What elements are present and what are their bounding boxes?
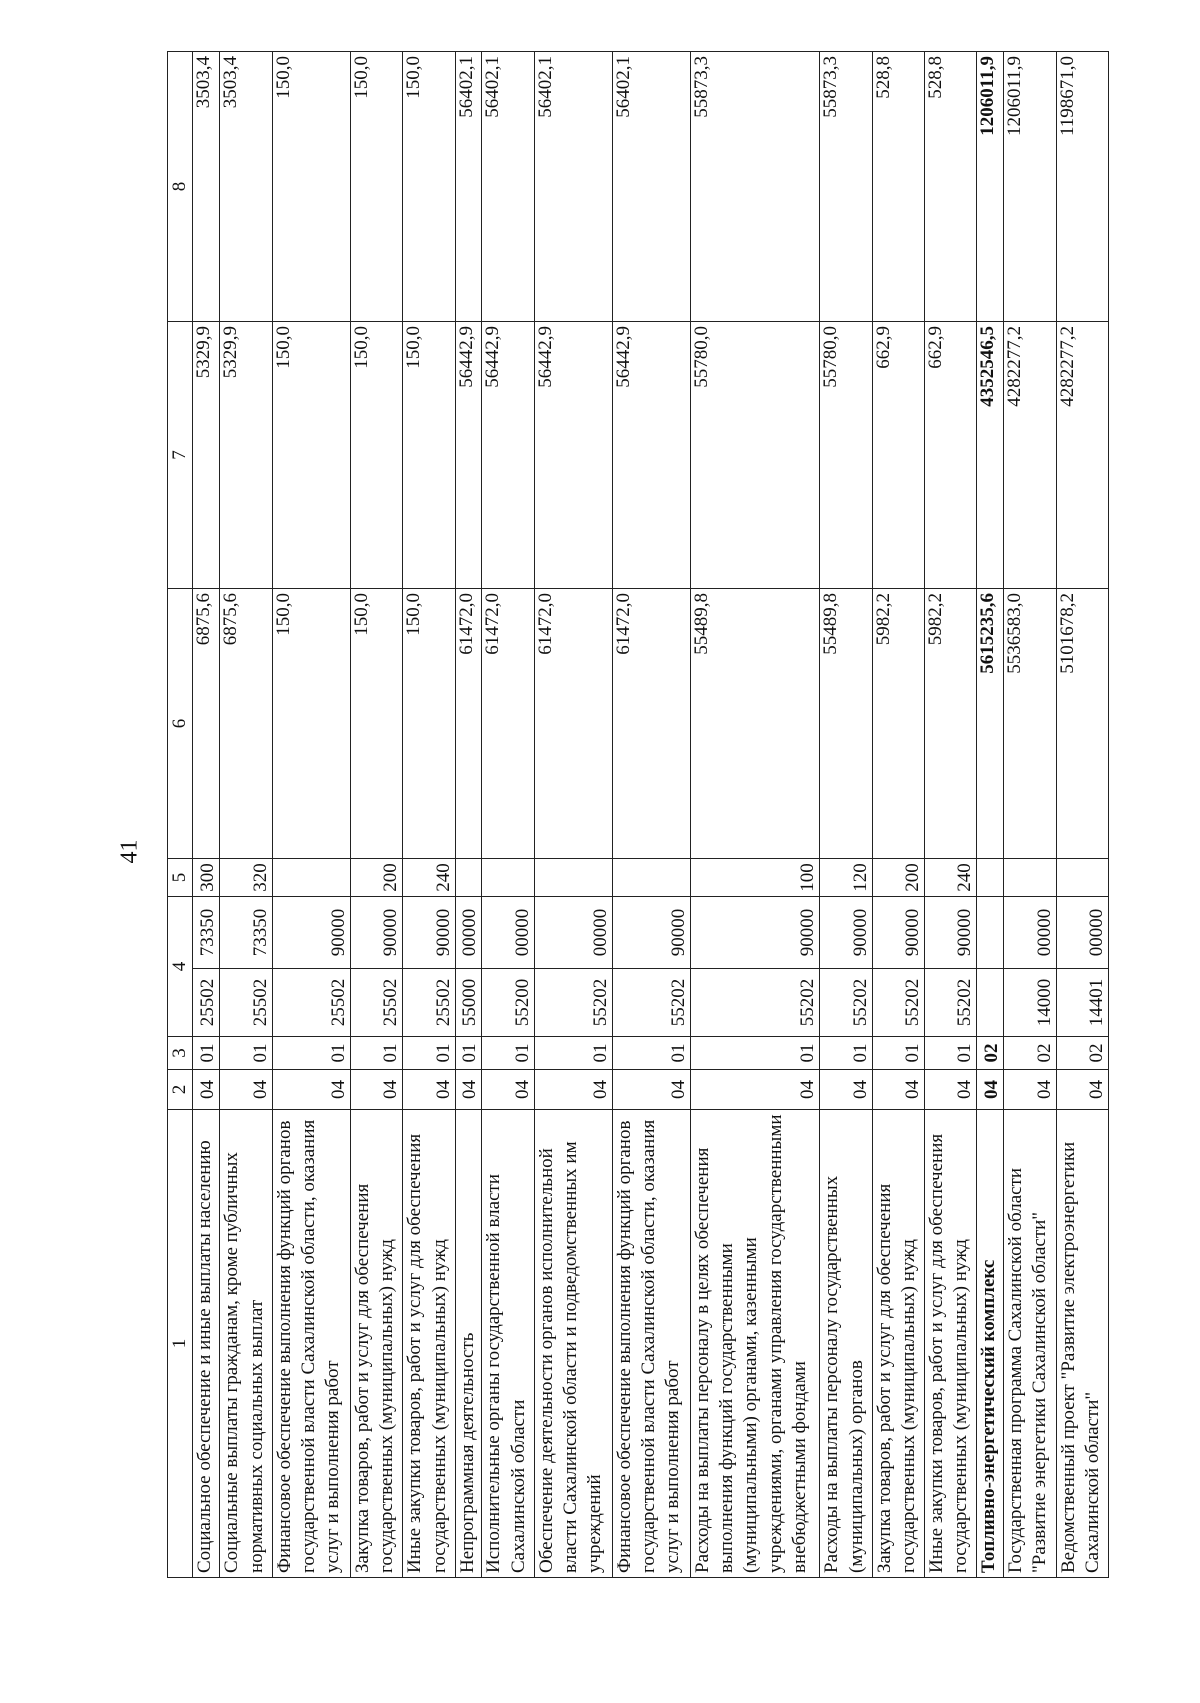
row-direction-code: 00000 (1004, 897, 1056, 969)
row-expense-type-code: 120 (820, 859, 872, 897)
row-subsection-code: 01 (220, 1037, 272, 1070)
row-program-code: 55202 (690, 969, 819, 1037)
row-subsection-code: 01 (193, 1037, 220, 1070)
row-amount-col8: 528,8 (872, 52, 924, 322)
row-amount-col8: 56402,1 (534, 52, 612, 322)
row-subsection-code: 01 (925, 1037, 977, 1070)
row-direction-code: 90000 (612, 897, 690, 969)
row-expense-type-code: 100 (690, 859, 819, 897)
row-program-code: 14000 (1004, 969, 1056, 1037)
row-amount-col7: 55780,0 (690, 322, 819, 589)
row-program-code: 55202 (612, 969, 690, 1037)
row-amount-col8: 150,0 (350, 52, 402, 322)
row-amount-col8: 56402,1 (455, 52, 482, 322)
table-row (193, 52, 220, 1578)
row-amount-col7: 5329,9 (220, 322, 272, 589)
row-amount-col8: 150,0 (403, 52, 455, 322)
header-row (168, 52, 193, 1578)
row-expense-type-code: 300 (193, 859, 220, 897)
row-amount-col8: 56402,1 (612, 52, 690, 322)
table-row (1004, 52, 1056, 1578)
row-subsection-code: 01 (690, 1037, 819, 1070)
row-section-code: 04 (193, 1070, 220, 1110)
row-amount-col6: 5982,2 (925, 589, 977, 859)
row-amount-col6: 55489,8 (690, 589, 819, 859)
row-direction-code: 90000 (272, 897, 350, 969)
row-amount-col6: 5101678,2 (1056, 589, 1108, 859)
row-program-code: 25502 (403, 969, 455, 1037)
row-amount-col7: 662,9 (925, 322, 977, 589)
row-expense-type-code (455, 859, 482, 897)
row-direction-code: 90000 (925, 897, 977, 969)
table-row (350, 52, 402, 1578)
row-amount-col7: 4282277,2 (1004, 322, 1056, 589)
row-section-code: 04 (350, 1070, 402, 1110)
row-subsection-code: 01 (272, 1037, 350, 1070)
row-amount-col7: 55780,0 (820, 322, 872, 589)
row-name: Социальное обеспечение и иные выплаты населению (193, 1110, 220, 1578)
row-amount-col7: 56442,9 (455, 322, 482, 589)
row-name: Расходы на выплаты персоналу в целях обеспечения выполнения функций государственными (муниципальными) органами, казенными учреждениями, органами управления государственными внебюджетными фондами (690, 1110, 819, 1578)
row-program-code: 25502 (193, 969, 220, 1037)
header-col-2: 2 (168, 1070, 193, 1110)
row-amount-col7: 150,0 (350, 322, 402, 589)
table-row (534, 52, 612, 1578)
row-direction-code: 73350 (220, 897, 272, 969)
row-section-code: 04 (925, 1070, 977, 1110)
row-amount-col6: 150,0 (272, 589, 350, 859)
row-section-code: 04 (220, 1070, 272, 1110)
table-row (977, 52, 1004, 1578)
table-row (1056, 52, 1108, 1578)
row-amount-col6: 55489,8 (820, 589, 872, 859)
row-amount-col8: 1198671,0 (1056, 52, 1108, 322)
row-direction-code: 90000 (350, 897, 402, 969)
row-amount-col6: 61472,0 (455, 589, 482, 859)
table-row (455, 52, 482, 1578)
row-direction-code: 90000 (403, 897, 455, 969)
row-amount-col7: 5329,9 (193, 322, 220, 589)
row-direction-code: 90000 (690, 897, 819, 969)
row-name: Закупка товаров, работ и услуг для обеспечения государственных (муниципальных) нужд (872, 1110, 924, 1578)
row-expense-type-code: 200 (872, 859, 924, 897)
row-name: Иные закупки товаров, работ и услуг для обеспечения государственных (муниципальных) нужд (403, 1110, 455, 1578)
row-expense-type-code (534, 859, 612, 897)
row-direction-code: 90000 (820, 897, 872, 969)
row-amount-col6: 61472,0 (534, 589, 612, 859)
row-name: Обеспечение деятельности органов исполнительной власти Сахалинской области и подведомственных им учреждений (534, 1110, 612, 1578)
page-number: 41 (116, 839, 143, 864)
header-col-7: 7 (168, 322, 193, 589)
row-direction-code: 00000 (534, 897, 612, 969)
row-amount-col6: 61472,0 (612, 589, 690, 859)
table-row (690, 52, 819, 1578)
row-program-code: 55200 (482, 969, 534, 1037)
row-amount-col6: 5615235,6 (977, 589, 1004, 859)
table-row (220, 52, 272, 1578)
row-program-code: 55202 (925, 969, 977, 1037)
row-direction-code: 90000 (872, 897, 924, 969)
row-expense-type-code (1056, 859, 1108, 897)
row-name: Закупка товаров, работ и услуг для обеспечения государственных (муниципальных) нужд (350, 1110, 402, 1578)
header-col-3: 3 (168, 1037, 193, 1070)
row-expense-type-code: 320 (220, 859, 272, 897)
row-program-code (977, 969, 1004, 1037)
header-col-8: 8 (168, 52, 193, 322)
row-amount-col6: 61472,0 (482, 589, 534, 859)
row-program-code: 55202 (872, 969, 924, 1037)
budget-table (167, 51, 1109, 1578)
row-amount-col6: 150,0 (350, 589, 402, 859)
row-program-code: 25502 (350, 969, 402, 1037)
row-amount-col7: 662,9 (872, 322, 924, 589)
row-section-code: 04 (482, 1070, 534, 1110)
row-expense-type-code (612, 859, 690, 897)
row-section-code: 04 (534, 1070, 612, 1110)
row-amount-col8: 1206011,9 (977, 52, 1004, 322)
row-amount-col7: 56442,9 (612, 322, 690, 589)
row-subsection-code: 01 (482, 1037, 534, 1070)
row-amount-col7: 150,0 (403, 322, 455, 589)
row-program-code: 55000 (455, 969, 482, 1037)
row-subsection-code: 02 (977, 1037, 1004, 1070)
row-subsection-code: 01 (872, 1037, 924, 1070)
row-section-code: 04 (690, 1070, 819, 1110)
table-row (820, 52, 872, 1578)
table-row (872, 52, 924, 1578)
row-expense-type-code (977, 859, 1004, 897)
row-amount-col8: 528,8 (925, 52, 977, 322)
row-name: Иные закупки товаров, работ и услуг для обеспечения государственных (муниципальных) нужд (925, 1110, 977, 1578)
row-amount-col8: 1206011,9 (1004, 52, 1056, 322)
row-name: Непрограммная деятельность (455, 1110, 482, 1578)
row-name: Расходы на выплаты персоналу государственных (муниципальных) органов (820, 1110, 872, 1578)
header-col-6: 6 (168, 589, 193, 859)
header-col-4: 4 (168, 897, 193, 1037)
row-direction-code (977, 897, 1004, 969)
row-name: Государственная программа Сахалинской области "Развитие энергетики Сахалинской области" (1004, 1110, 1056, 1578)
row-section-code: 04 (1056, 1070, 1108, 1110)
row-section-code: 04 (272, 1070, 350, 1110)
row-name: Финансовое обеспечение выполнения функций органов государственной власти Сахалинской области, оказания услуг и выполнения работ (612, 1110, 690, 1578)
row-amount-col8: 150,0 (272, 52, 350, 322)
header-col-1: 1 (168, 1110, 193, 1578)
row-expense-type-code (272, 859, 350, 897)
table-row (272, 52, 350, 1578)
row-program-code: 25502 (220, 969, 272, 1037)
row-direction-code: 00000 (482, 897, 534, 969)
row-expense-type-code (482, 859, 534, 897)
row-section-code: 04 (455, 1070, 482, 1110)
row-name: Ведомственный проект "Развитие электроэнергетики Сахалинской области" (1056, 1110, 1108, 1578)
row-amount-col8: 3503,4 (193, 52, 220, 322)
row-expense-type-code: 240 (403, 859, 455, 897)
row-section-code: 04 (977, 1070, 1004, 1110)
row-amount-col6: 5982,2 (872, 589, 924, 859)
row-section-code: 04 (1004, 1070, 1056, 1110)
row-subsection-code: 01 (612, 1037, 690, 1070)
row-subsection-code: 02 (1056, 1037, 1108, 1070)
row-amount-col6: 150,0 (403, 589, 455, 859)
table-body (193, 52, 1109, 1578)
row-amount-col7: 56442,9 (482, 322, 534, 589)
row-section-code: 04 (820, 1070, 872, 1110)
row-expense-type-code: 200 (350, 859, 402, 897)
row-amount-col7: 4282277,2 (1056, 322, 1108, 589)
row-expense-type-code (1004, 859, 1056, 897)
row-subsection-code: 01 (455, 1037, 482, 1070)
table-row (482, 52, 534, 1578)
row-amount-col7: 56442,9 (534, 322, 612, 589)
row-amount-col7: 150,0 (272, 322, 350, 589)
row-name: Исполнительные органы государственной власти Сахалинской области (482, 1110, 534, 1578)
row-amount-col6: 6875,6 (220, 589, 272, 859)
table-row (925, 52, 977, 1578)
row-subsection-code: 01 (534, 1037, 612, 1070)
row-amount-col6: 5536583,0 (1004, 589, 1056, 859)
header-col-5: 5 (168, 859, 193, 897)
row-direction-code: 73350 (193, 897, 220, 969)
table-row (612, 52, 690, 1578)
row-subsection-code: 01 (820, 1037, 872, 1070)
row-direction-code: 00000 (1056, 897, 1108, 969)
row-amount-col8: 3503,4 (220, 52, 272, 322)
row-amount-col8: 55873,3 (820, 52, 872, 322)
row-name: Социальные выплаты гражданам, кроме публичных нормативных социальных выплат (220, 1110, 272, 1578)
row-amount-col8: 56402,1 (482, 52, 534, 322)
row-section-code: 04 (403, 1070, 455, 1110)
row-section-code: 04 (612, 1070, 690, 1110)
row-subsection-code: 02 (1004, 1037, 1056, 1070)
row-name: Топливно-энергетический комплекс (977, 1110, 1004, 1578)
row-name: Финансовое обеспечение выполнения функций органов государственной власти Сахалинской области, оказания услуг и выполнения работ (272, 1110, 350, 1578)
row-amount-col8: 55873,3 (690, 52, 819, 322)
row-subsection-code: 01 (350, 1037, 402, 1070)
row-amount-col6: 6875,6 (193, 589, 220, 859)
row-program-code: 55202 (534, 969, 612, 1037)
row-direction-code: 00000 (455, 897, 482, 969)
row-program-code: 14401 (1056, 969, 1108, 1037)
table-row (403, 52, 455, 1578)
rotated-table-container (167, 52, 1109, 1578)
row-amount-col7: 4352546,5 (977, 322, 1004, 589)
row-expense-type-code: 240 (925, 859, 977, 897)
row-program-code: 25502 (272, 969, 350, 1037)
row-program-code: 55202 (820, 969, 872, 1037)
row-subsection-code: 01 (403, 1037, 455, 1070)
row-section-code: 04 (872, 1070, 924, 1110)
